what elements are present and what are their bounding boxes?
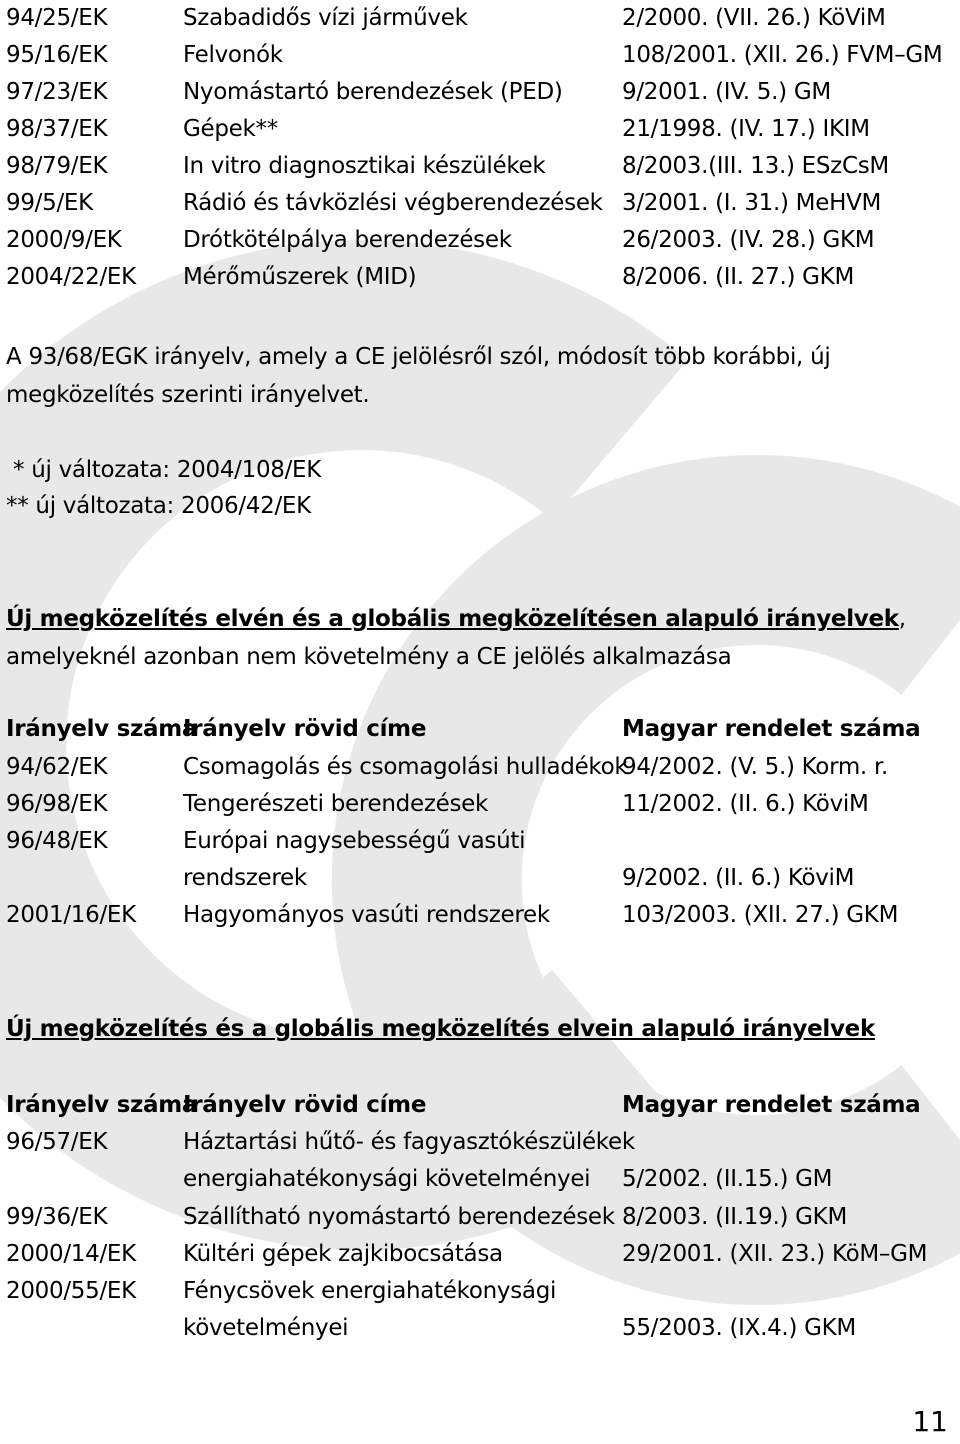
directive-code: 96/57/EK: [6, 1129, 108, 1155]
directive-title: [183, 1273, 623, 1347]
directive-code: 2004/22/EK: [6, 264, 136, 290]
directive-code: 99/5/EK: [6, 190, 93, 216]
decree-number: 9/2002. (II. 6.) KöviM: [622, 865, 855, 891]
table-row: [6, 148, 956, 185]
directive-title-line: Háztartási hűtő- és fagyasztókészülékek: [183, 1129, 635, 1155]
decree-number: 2/2000. (VII. 26.) KöViM: [622, 5, 886, 31]
directive-title: Kültéri gépek zajkibocsátása: [183, 1241, 503, 1267]
directive-title-line: Fénycsövek energiahatékonysági: [183, 1278, 557, 1304]
decree-number: 8/2003. (II.19.) GKM: [622, 1204, 847, 1230]
directive-code: 2001/16/EK: [6, 902, 136, 928]
table-row: [6, 749, 956, 786]
directive-title-line: rendszerek: [183, 865, 307, 891]
directive-title: Gépek**: [183, 116, 278, 142]
directive-title: Mérőműszerek (MID): [183, 264, 417, 290]
directive-code: 94/62/EK: [6, 754, 108, 780]
page-number: 11: [912, 1405, 948, 1438]
decree-number: 26/2003. (IV. 28.) GKM: [622, 227, 875, 253]
table-header-row: [6, 711, 956, 748]
decree-number: 94/2002. (V. 5.) Korm. r.: [622, 754, 889, 780]
directive-code: 96/98/EK: [6, 791, 108, 817]
col-header-title: Irányelv rövid címe: [183, 1092, 427, 1118]
directive-title: Tengerészeti berendezések: [183, 791, 488, 817]
table-header-row: [6, 1087, 956, 1124]
directive-title: Felvonók: [183, 42, 283, 68]
directive-title: Rádió és távközlési végberendezések: [183, 190, 603, 216]
col-header-code: Irányelv száma: [6, 1092, 198, 1118]
directive-code: 96/48/EK: [6, 828, 108, 854]
directive-title: [183, 823, 623, 897]
table-row: [6, 111, 956, 148]
table-row: [6, 0, 956, 37]
directive-title: Hagyományos vasúti rendszerek: [183, 902, 550, 928]
table-row: [6, 1236, 956, 1273]
section2-heading-rest: , amelyeknél azonban nem követelmény a CE jelölés alkalmazása: [6, 606, 906, 670]
directive-title: Szabadidős vízi járművek: [183, 5, 468, 31]
decree-number: 5/2002. (II.15.) GM: [622, 1166, 833, 1192]
col-header-decree: Magyar rendelet száma: [622, 716, 921, 742]
decree-number: 8/2006. (II. 27.) GKM: [622, 264, 855, 290]
col-header-title: Irányelv rövid címe: [183, 716, 427, 742]
directive-title-line: követelményei: [183, 1315, 349, 1341]
directive-code: 2000/9/EK: [6, 227, 122, 253]
table-row: [6, 1199, 956, 1236]
directive-code: 95/16/EK: [6, 42, 108, 68]
table-row: [6, 74, 956, 111]
directive-code: 2000/14/EK: [6, 1241, 136, 1267]
table-row: [6, 1124, 956, 1198]
directive-code: 98/37/EK: [6, 116, 108, 142]
section2-heading-underlined: Új megközelítés elvén és a globális megközelítésen alapuló irányelvek: [6, 606, 899, 632]
directive-title-line: energiahatékonysági követelményei: [183, 1166, 591, 1192]
amendment-paragraph: A 93/68/EGK irányelv, amely a CE jelölésről szól, módosít több korábbi, új megközelítés szerinti irányelvet.: [6, 344, 831, 408]
decree-number: 29/2001. (XII. 23.) KöM–GM: [622, 1241, 928, 1267]
directive-code: 99/36/EK: [6, 1204, 108, 1230]
col-header-code: Irányelv száma: [6, 716, 198, 742]
footnote-double-star: ** új változata: 2006/42/EK: [6, 493, 311, 519]
directive-title: In vitro diagnosztikai készülékek: [183, 153, 546, 179]
table-row: [6, 259, 956, 296]
directive-title: Drótkötélpálya berendezések: [183, 227, 512, 253]
directive-title: Csomagolás és csomagolási hulladékok: [183, 754, 628, 780]
table-row: [6, 897, 956, 934]
table-row: [6, 1273, 956, 1347]
table-row: [6, 786, 956, 823]
directive-title: Szállítható nyomástartó berendezések: [183, 1204, 615, 1230]
decree-number: 9/2001. (IV. 5.) GM: [622, 79, 831, 105]
decree-number: 8/2003.(III. 13.) ESzCsM: [622, 153, 889, 179]
directive-title-line: Európai nagysebességű vasúti: [183, 828, 526, 854]
table-row: [6, 823, 956, 897]
directive-code: 98/79/EK: [6, 153, 108, 179]
directive-title: Nyomástartó berendezések (PED): [183, 79, 563, 105]
directive-title: [183, 1124, 635, 1198]
col-header-decree: Magyar rendelet száma: [622, 1092, 921, 1118]
decree-number: 108/2001. (XII. 26.) FVM–GM: [622, 42, 943, 68]
section3-heading: Új megközelítés és a globális megközelítés elvein alapuló irányelvek: [6, 1016, 875, 1042]
footnote-single-star: * új változata: 2004/108/EK: [6, 457, 322, 483]
decree-number: 55/2003. (IX.4.) GKM: [622, 1315, 856, 1341]
directive-code: 2000/55/EK: [6, 1278, 136, 1304]
table-row: [6, 222, 956, 259]
directive-code: 97/23/EK: [6, 79, 108, 105]
section2-heading: [6, 600, 954, 676]
directive-code: 94/25/EK: [6, 5, 108, 31]
table-row: [6, 37, 956, 74]
decree-number: 103/2003. (XII. 27.) GKM: [622, 902, 899, 928]
decree-number: 11/2002. (II. 6.) KöviM: [622, 791, 869, 817]
decree-number: 21/1998. (IV. 17.) IKIM: [622, 116, 870, 142]
table-row: [6, 185, 956, 222]
decree-number: 3/2001. (I. 31.) MeHVM: [622, 190, 882, 216]
